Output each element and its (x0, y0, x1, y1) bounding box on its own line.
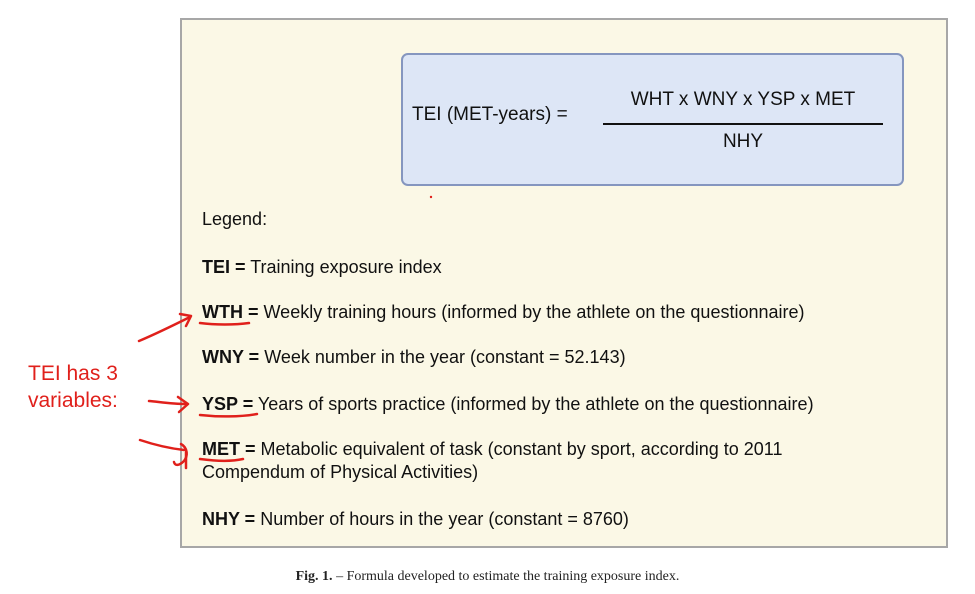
legend-term: WNY = (202, 347, 260, 367)
legend-term: YSP = (202, 394, 254, 414)
legend-item-tei (202, 256, 442, 279)
formula-denominator: NHY (722, 131, 764, 152)
legend-desc: Years of sports practice (informed by the athlete on the questionnaire) (257, 394, 814, 414)
legend-title: Legend: (202, 209, 268, 229)
legend-item-ysp (202, 393, 814, 416)
formula-lhs: TEI (MET-years) = (412, 104, 568, 125)
legend-desc: Week number in the year (constant = 52.143) (264, 347, 626, 367)
legend-term: MET = (202, 439, 256, 459)
formula-numerator: WHT x WNY x YSP x MET (630, 89, 856, 110)
fraction-bar (603, 123, 883, 125)
legend-item-nhy (202, 508, 629, 531)
legend-item-wth (202, 301, 805, 324)
figure-caption (0, 569, 975, 585)
legend-item-wny (202, 346, 626, 369)
caption-text: – Formula developed to estimate the training exposure index. (332, 569, 680, 584)
legend-term: TEI = (202, 257, 246, 277)
handwritten-annotation: TEI has 3 variables: (28, 362, 118, 412)
legend-term: WTH = (202, 302, 259, 322)
legend-desc: Weekly training hours (informed by the athlete on the questionnaire) (263, 302, 805, 322)
legend-desc-continued: Compendum of Physical Activities) (202, 462, 479, 482)
legend-term: NHY = (202, 509, 256, 529)
legend-item-met (202, 438, 783, 484)
caption-label: Fig. 1. (295, 569, 333, 584)
legend-desc: Number of hours in the year (constant = 8760) (260, 509, 629, 529)
legend-desc: Training exposure index (250, 257, 442, 277)
ink-arrow-met (140, 440, 184, 450)
legend-desc: Metabolic equivalent of task (constant by sport, according to 2011 (260, 439, 783, 459)
